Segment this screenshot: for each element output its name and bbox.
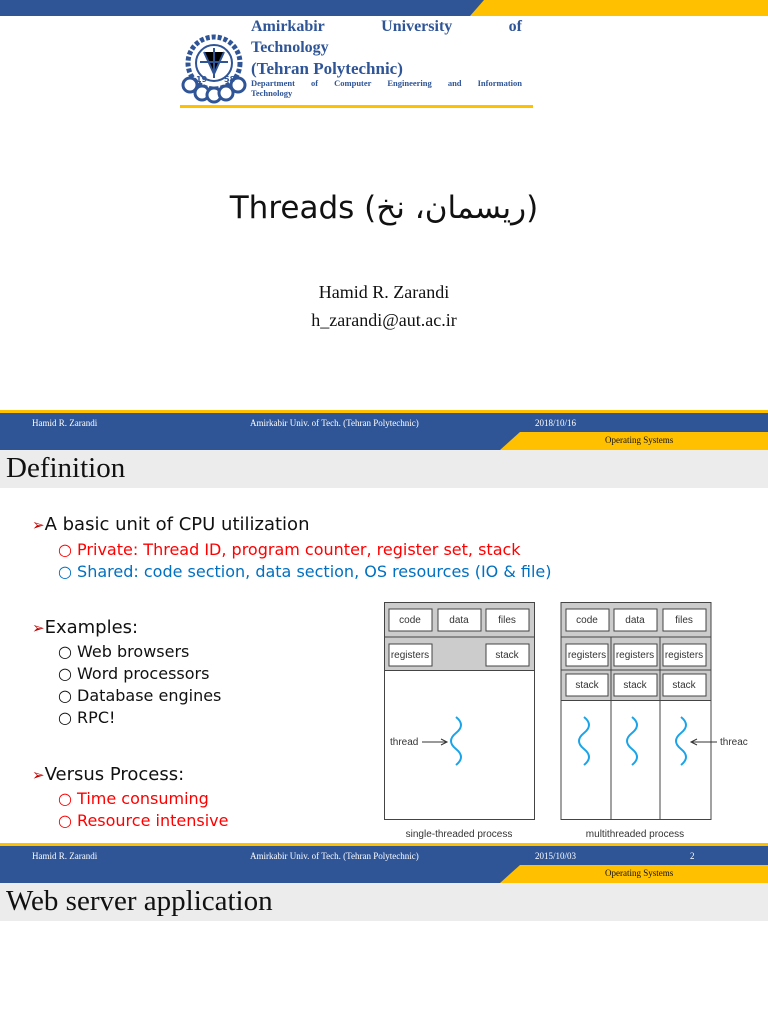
slide-footer: Hamid R. Zarandi Amirkabir Univ. of Tech. (Tehran Polytechnic) 2015/10/03 2 Operating Systems bbox=[0, 843, 768, 883]
svg-text:stack: stack bbox=[575, 680, 599, 691]
bullet: ➢A basic unit of CPU utilization bbox=[32, 514, 310, 535]
svg-text:registers: registers bbox=[567, 650, 607, 661]
top-bar-accent bbox=[470, 0, 768, 16]
bullet: ➢Examples: bbox=[32, 617, 139, 638]
page-number: 2 bbox=[690, 851, 695, 861]
department-name: Department of Computer Engineering and Information bbox=[251, 78, 522, 88]
svg-text:threac: threac bbox=[720, 737, 748, 748]
slide-title-bar bbox=[0, 883, 768, 921]
header-underline bbox=[180, 105, 533, 108]
university-name: Amirkabir University of Technology (Tehran Polytechnic) bbox=[251, 18, 522, 78]
bullet: ➢Versus Process: bbox=[32, 764, 185, 785]
sub-bullet: ○ Time consuming bbox=[58, 789, 209, 808]
svg-text:data: data bbox=[449, 615, 469, 626]
slide-footer: Hamid R. Zarandi Amirkabir Univ. of Tech. (Tehran Polytechnic) 2018/10/16 Operating Systems bbox=[0, 410, 768, 450]
sub-bullet: ○ Resource intensive bbox=[58, 811, 229, 830]
svg-text:19: 19 bbox=[196, 75, 208, 84]
svg-text:58: 58 bbox=[224, 75, 236, 84]
presentation-title: Threads (ریسمان، نخ) bbox=[229, 190, 539, 226]
svg-text:stack: stack bbox=[672, 680, 696, 691]
sub-bullet: ○ Shared: code section, data section, OS resources (IO & file) bbox=[58, 562, 552, 581]
sub-bullet: ○ Database engines bbox=[58, 686, 222, 705]
sub-bullet: ○ Web browsers bbox=[58, 642, 190, 661]
author-name: Hamid R. Zarandi bbox=[318, 282, 450, 302]
thread-diagram bbox=[384, 602, 748, 842]
svg-text:files: files bbox=[498, 615, 516, 626]
svg-text:registers: registers bbox=[664, 650, 704, 661]
svg-text:data: data bbox=[625, 615, 645, 626]
author-email[interactable]: h_zarandi@aut.ac.ir bbox=[311, 310, 457, 330]
department-name-cont: Technology bbox=[251, 88, 293, 98]
svg-text:files: files bbox=[675, 615, 693, 626]
sub-bullet: ○ Private: Thread ID, program counter, register set, stack bbox=[58, 540, 521, 559]
sub-bullet: ○ Word processors bbox=[58, 664, 210, 683]
svg-text:code: code bbox=[576, 615, 598, 626]
svg-text:registers: registers bbox=[615, 650, 655, 661]
svg-text:code: code bbox=[399, 615, 421, 626]
svg-text:stack: stack bbox=[495, 650, 519, 661]
sub-bullet: ○ RPC! bbox=[58, 708, 116, 727]
svg-text:thread: thread bbox=[390, 737, 419, 748]
university-logo bbox=[178, 30, 250, 104]
slide-title: Web server application bbox=[6, 885, 273, 917]
slide-title: Definition bbox=[6, 452, 126, 484]
svg-text:single-threaded process: single-threaded process bbox=[405, 829, 513, 840]
svg-text:registers: registers bbox=[390, 650, 430, 661]
svg-text:multithreaded process: multithreaded process bbox=[585, 829, 685, 840]
slide-title-bar bbox=[0, 450, 768, 488]
svg-text:stack: stack bbox=[623, 680, 647, 691]
